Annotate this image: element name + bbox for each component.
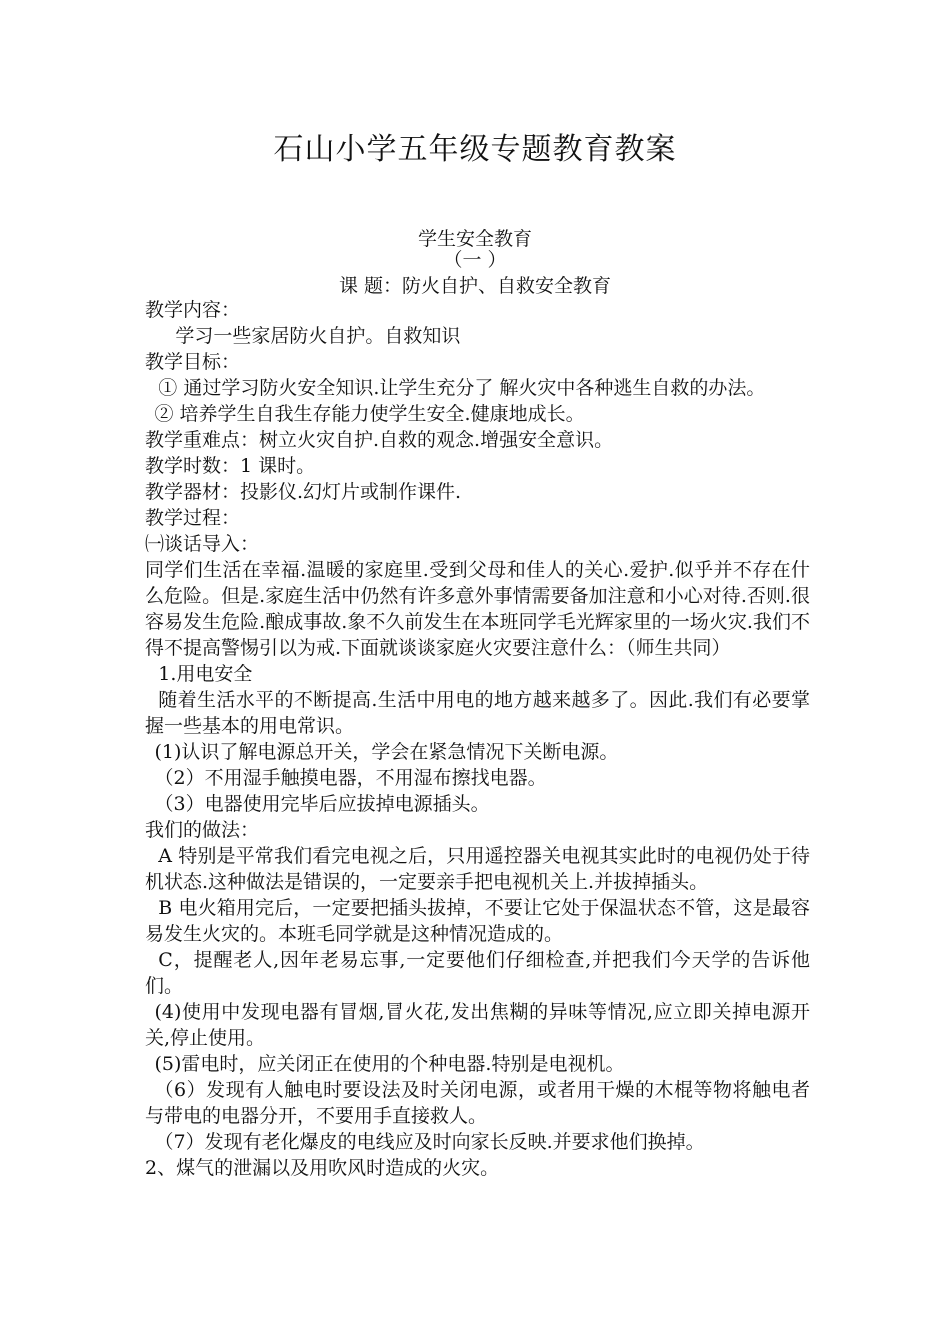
paragraph: 1.用电安全 [158,663,253,685]
paragraph: （2）不用湿手触摸电器，不用湿布擦找电器。 [154,767,547,789]
document-title: 石山小学五年级专题教育教案 [273,132,677,167]
paragraph: 随着生活水平的不断提高.生活中用电的地方越来越多了。因此.我们有必要掌握一些基本的用电常识。 [145,689,810,737]
section-title: 学生安全教育 [417,228,532,250]
section-number: （一 ） [443,249,507,271]
paragraph: B 电火箱用完后，一定要把插头拔掉，不要让它处于保温状态不管，这是最容易发生火灾的。本班毛同学就是这种情况造成的。 [145,897,810,945]
paragraph: 教学时数：1 课时。 [145,455,316,477]
document-body [145,297,810,1181]
paragraph: C，提醒老人,因年老易忘事,一定要他们仔细检查,并把我们今天学的告诉他们。 [145,949,810,997]
paragraph: 教学器材：投影仪.幻灯片或制作课件. [145,481,462,503]
paragraph: 教学重难点：树立火灾自护.自救的观念.增强安全意识。 [145,429,614,451]
paragraph: ㈠谈话导入： [145,533,260,555]
paragraph: 教学过程： [145,507,241,529]
paragraph: 教学内容： [145,299,241,321]
paragraph: (5)雷电时，应关闭正在使用的个种电器.特别是电视机。 [154,1053,625,1075]
paragraph: （6）发现有人触电时要设法及时关闭电源，或者用干燥的木棍等物将触电者与带电的电器分开，不要用手直接救人。 [145,1079,810,1127]
paragraph: 学习一些家居防火自护。自救知识 [175,325,461,347]
paragraph: ① 通过学习防火安全知识.让学生充分了 解火灾中各种逃生自救的办法。 [158,377,766,399]
paragraph: ② 培养学生自我生存能力使学生安全.健康地成长。 [154,403,585,425]
lesson-topic: 课 题：防火自护、自救安全教育 [338,275,612,297]
paragraph: （3）电器使用完毕后应拔掉电源插头。 [154,793,490,815]
paragraph: 教学目标： [145,351,241,373]
paragraph: A 特别是平常我们看完电视之后，只用遥控器关电视其实此时的电视仍处于待机状态.这种做法是错误的，一定要亲手把电视机关上.并拔掉插头。 [145,845,810,893]
paragraph: （7）发现有老化爆皮的电线应及时向家长反映.并要求他们换掉。 [154,1131,705,1153]
paragraph: 2、煤气的泄漏以及用吹风时造成的火灾。 [145,1157,500,1179]
paragraph: (1)认识了解电源总开关，学会在紧急情况下关断电源。 [154,741,619,763]
paragraph: (4)使用中发现电器有冒烟,冒火花,发出焦糊的异味等情况,应立即关掉电源开关,停止使用。 [145,1001,810,1049]
paragraph: 我们的做法： [145,819,260,841]
paragraph: 同学们生活在幸福.温暖的家庭里.受到父母和佳人的关心.爱护.似乎并不存在什么危险。但是.家庭生活中仍然有许多意外事情需要备加注意和小心对待.否则.很容易发生危险.酿成事故.象不久前发生在本班同学毛光辉家里的一场火灾.我们不得不提高警惕引以为戒.下面就谈谈家庭火灾要注意什么：（师生共同） [145,559,810,659]
